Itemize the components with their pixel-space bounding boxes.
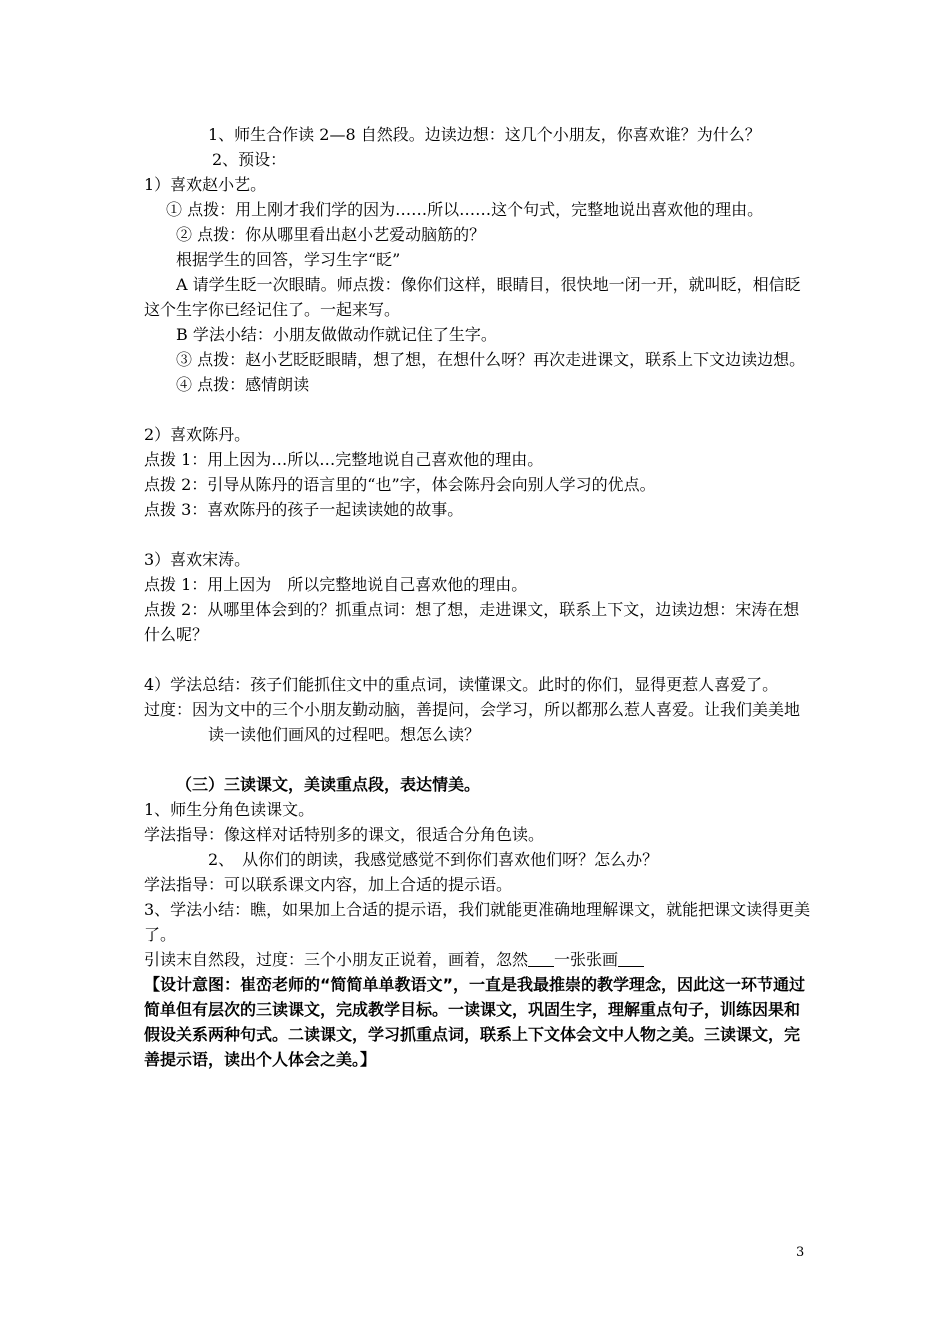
paragraph: 2、预设： — [212, 150, 287, 169]
paragraph: 1、师生合作读 2—8 自然段。边读边想：这几个小朋友，你喜欢谁？为什么？ — [208, 125, 761, 144]
page-number: 3 — [796, 1245, 805, 1260]
paragraph: 1、师生分角色读课文。 — [144, 800, 315, 819]
blank-line — [144, 647, 814, 672]
paragraph — [144, 947, 814, 972]
paragraph: 学法指导：可以联系课文内容，加上合适的提示语。 — [144, 875, 513, 894]
paragraph: 点拨 1：用上因为…所以…完整地说自己喜欢他的理由。 — [144, 450, 544, 469]
section-heading: （三）三读课文，美读重点段，表达情美。 — [176, 775, 481, 794]
paragraph: A 请学生眨一次眼睛。师点拨：像你们这样，眼睛目，很快地一闭一开，就叫眨，相信眨这个生字你已经记住了。一起来写。 — [144, 275, 801, 319]
paragraph: 2、 从你们的朗读，我感觉感觉不到你们喜欢他们呀？怎么办？ — [208, 850, 659, 869]
paragraph: 4）学法总结：孩子们能抓住文中的重点词，读懂课文。此时的你们，显得更惹人喜爱了。 — [144, 675, 779, 694]
paragraph: 3）喜欢宋涛。 — [144, 550, 251, 569]
text-run: 一张张画 — [554, 950, 619, 969]
paragraph: 过度：因为文中的三个小朋友勤动脑，善提问，会学习，所以都那么惹人喜爱。让我们美美地读一读他们画风的过程吧。想怎么读？ — [144, 700, 801, 744]
paragraph: ① 点拨：用上刚才我们学的因为……所以……这个句式，完整地说出喜欢他的理由。 — [166, 200, 764, 219]
paragraph: 点拨 2：从哪里体会到的？抓重点词：想了想，走进课文，联系上下文，边读边想：宋涛在想什么呢？ — [144, 600, 800, 644]
paragraph: ③ 点拨：赵小艺眨眨眼睛，想了想，在想什么呀？再次走进课文，联系上下文边读边想。 — [176, 350, 806, 369]
paragraph: ② 点拨：你从哪里看出赵小艺爱动脑筋的？ — [176, 225, 486, 244]
blank-line — [144, 747, 814, 772]
paragraph: 根据学生的回答，学习生字“眨” — [176, 250, 401, 269]
paragraph: 2）喜欢陈丹。 — [144, 425, 251, 444]
paragraph: 点拨 2：引导从陈丹的语言里的“也”字，体会陈丹会向别人学习的优点。 — [144, 475, 656, 494]
document-body — [144, 122, 814, 1072]
paragraph: 点拨 3：喜欢陈丹的孩子一起读读她的故事。 — [144, 500, 464, 519]
blank-line — [144, 397, 814, 422]
design-intent-note: 【设计意图：崔峦老师的“简简单单教语文”，一直是我最推崇的教学理念，因此这一环节通过简单但有层次的三读课文，完成教学目标。一读课文，巩固生字，理解重点句子，训练因果和假设关系两种句式。二读课文，学习抓重点词，联系上下文体会文中人物之美。三读课文，完善提示语，读出个人体会之美。】 — [144, 975, 806, 1069]
paragraph: B 学法小结：小朋友做做动作就记住了生字。 — [176, 325, 497, 344]
text-run: 引读末自然段，过度：三个小朋友正说着，画着，忽然 — [144, 950, 529, 969]
paragraph: 1）喜欢赵小艺。 — [144, 175, 267, 194]
blank-line — [144, 522, 814, 547]
paragraph: 点拨 1：用上因为 所以完整地说自己喜欢他的理由。 — [144, 575, 528, 594]
paragraph: 3、学法小结：瞧，如果加上合适的提示语，我们就能更准确地理解课文，就能把课文读得更美了。 — [144, 900, 811, 944]
paragraph: 学法指导：像这样对话特别多的课文，很适合分角色读。 — [144, 825, 545, 844]
fill-in-blank — [528, 948, 554, 967]
paragraph: ④ 点拨：感情朗读 — [176, 375, 310, 394]
fill-in-blank — [618, 948, 644, 967]
